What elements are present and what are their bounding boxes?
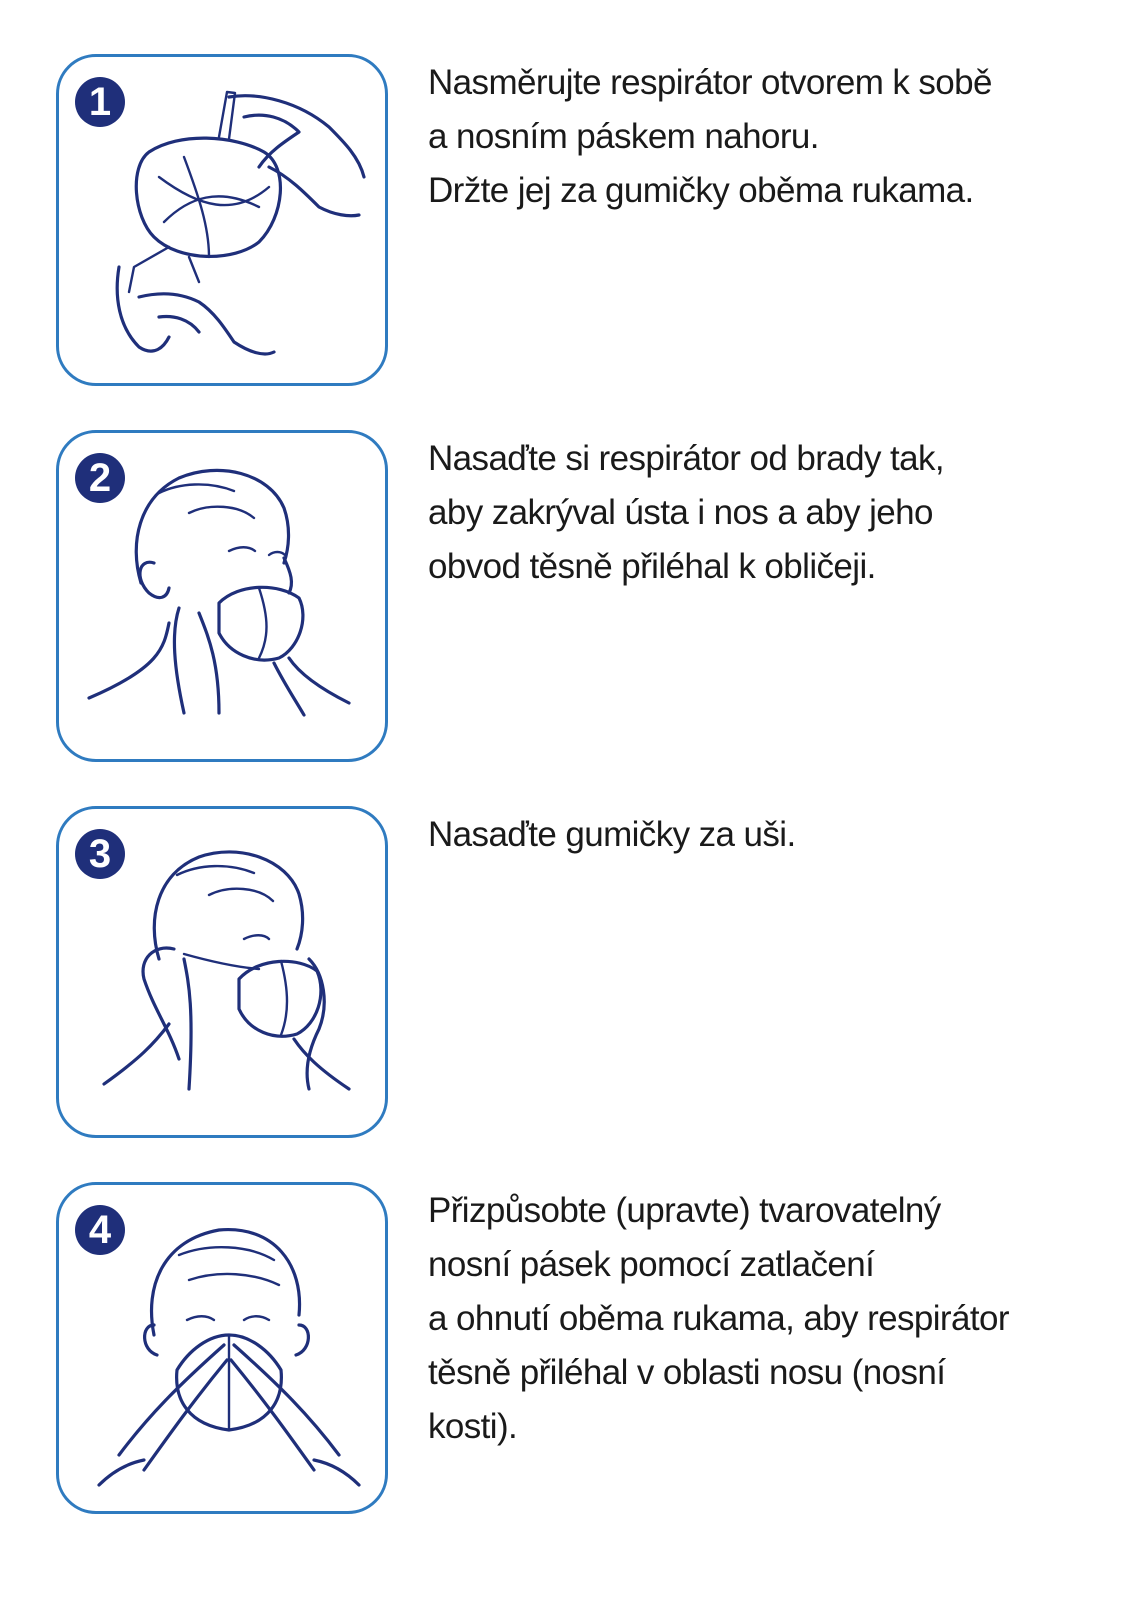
- step-4-illustration-panel: [56, 1182, 388, 1514]
- step-3-illustration-panel: [56, 806, 388, 1138]
- step-2-illustration-panel: [56, 430, 388, 762]
- step-number-badge: 4: [75, 1205, 125, 1255]
- step-number-badge: 1: [75, 77, 125, 127]
- step-2-instruction: Nasaďte si respirátor od brady tak, aby zakrýval ústa i nos a aby jeho obvod těsně přiléhal k obličeji.: [428, 439, 945, 586]
- step-1-instruction: Nasměrujte respirátor otvorem k sobě a nosním páskem nahoru. Držte jej za gumičky oběma rukama.: [428, 63, 992, 210]
- step-number-badge: 3: [75, 829, 125, 879]
- step-1-illustration-panel: [56, 54, 388, 386]
- step-3-instruction: Nasaďte gumičky za uši.: [428, 815, 796, 854]
- step-number-badge: 2: [75, 453, 125, 503]
- step-4-instruction: Přizpůsobte (upravte) tvarovatelný nosní pásek pomocí zatlačení a ohnutí oběma rukama, aby respirátor těsně přiléhal v oblasti nosu (nosní kosti).: [428, 1191, 1009, 1446]
